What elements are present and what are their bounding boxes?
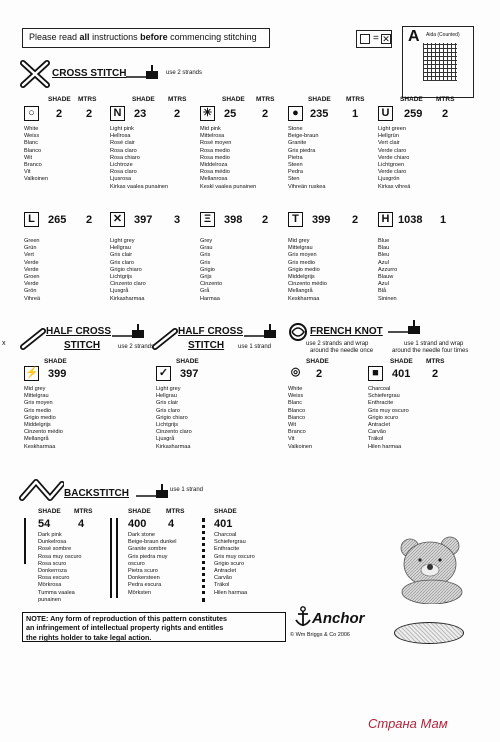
french-knot-note: use 2 strands and wrap [306,341,369,347]
color-name: Rosa medio [200,147,230,154]
color-name: Donkerroza [38,568,67,575]
mtrs-header: MTRS [166,508,185,515]
color-name: Lichtgroen [378,162,405,169]
color-name: Grå [200,288,210,295]
shade-header: SHADE [132,96,155,103]
color-name: Rosé clair [110,140,135,147]
color-name: Ljusgrå [110,288,129,295]
color-name: Gris moyen [24,400,53,407]
color-name: Light green [378,126,406,132]
anchor-logo-icon [294,606,312,628]
mtrs-number: 3 [174,214,181,226]
color-name: Enthracite [214,546,240,553]
color-name: Verde [24,266,39,273]
color-name: Mellangrå [24,436,49,443]
color-name: Gris piedra muy [128,553,168,560]
color-name: Schiefergrau [368,393,400,400]
backstitch-icon [18,476,64,504]
backstitch-note: use 1 strand [170,487,204,493]
shade-header: SHADE [38,508,61,515]
color-name: Valkoinen [24,176,49,183]
color-name: Rosa médio [200,169,230,176]
aida-weave-icon [423,43,457,81]
mtrs-header: MTRS [78,96,97,103]
color-name: Bianco [288,414,306,421]
symbol-n-icon: N [110,106,125,121]
instruction-banner [22,28,270,48]
mtrs-number: 2 [432,368,439,380]
shade-number: 235 [310,108,329,120]
color-name: Tumma vaalea [38,589,75,596]
fabric-box [402,26,474,98]
backstitch-title: BACKSTITCH [64,488,129,499]
instruction-all: all [79,32,90,42]
color-name: White [288,386,303,392]
color-name: Rosa claro [110,147,137,154]
color-name: Antraclet [214,568,237,575]
color-name: Hellgrau [110,245,131,252]
color-name: Gris piedra [288,147,316,154]
color-name: Branco [24,162,42,169]
color-name: Vihreä [24,295,41,302]
color-name-list [288,386,312,451]
color-name: Grey [200,238,213,244]
color-name: Hellgrün [378,133,399,140]
color-name: Pedra escura [128,582,162,589]
margin-mark: x [2,340,6,347]
shade-number: 397 [180,368,199,380]
color-name: Mellangrå [288,288,313,295]
symbol-bars-icon: Ξ [200,212,215,227]
color-name-list [24,238,40,303]
color-name: Rosa claro [110,169,137,176]
shade-number: 400 [128,518,147,530]
color-name: Träkol [214,582,230,589]
shade-number: 1038 [398,214,423,226]
shade-number: 397 [134,214,153,226]
color-name: Ljusrosa [110,176,132,183]
color-name: Stone [288,126,303,132]
color-name: Sininen [378,295,397,302]
fabric-label: Aida (Counted) [426,32,460,38]
color-name: Gris claro [156,407,180,414]
color-name: White [24,126,39,132]
mtrs-number: 1 [352,108,359,120]
instruction-text-mid: instructions [89,32,141,42]
color-name: Valkoinen [288,443,313,450]
mtrs-number: 1 [440,214,447,226]
color-name: Grigio medio [288,266,320,273]
color-name-list [156,386,192,451]
mtrs-header: MTRS [168,96,187,103]
needle-icon [388,320,428,336]
color-name: Blanco [288,407,306,414]
color-name: Grau [200,245,213,252]
color-name: Vert [24,252,34,259]
color-name: Vit [24,169,31,176]
color-name: Light pink [110,126,134,132]
half-cross-note: use 1 strand [238,344,272,350]
shade-header: SHADE [128,508,151,515]
color-name: Keskharmaa [24,443,56,450]
color-name: Blanco [24,147,42,154]
shade-number: 399 [48,368,67,380]
color-name: Middelroza [200,162,228,169]
color-name: Lichtgrijs [110,274,133,281]
symbol-u-icon: U [378,106,393,121]
color-name: Wit [24,154,33,161]
color-name: Beige-braun dunkel [128,539,177,546]
color-name: Verde claro [378,169,407,176]
half-cross-icon [20,328,46,350]
color-name: Ljusgrön [378,176,400,183]
shade-number: 398 [224,214,243,226]
french-knot-note-2: around the needle once [310,348,374,354]
symbol-check-icon: ✓ [156,366,171,381]
color-name: Grön [24,288,37,295]
copyright-notice [22,612,286,642]
mtrs-number: 2 [174,108,181,120]
color-name: Azzurro [378,266,398,273]
half-cross-icon [152,328,178,350]
color-name: Vit [288,436,295,443]
mtrs-header: MTRS [436,96,455,103]
shade-number: 401 [214,518,233,530]
instruction-text-end: commencing stitching [167,32,257,42]
color-name: Grigio chiaro [156,414,188,421]
teddy-bear-illustration [392,534,476,604]
color-name: Verde claro [378,147,407,154]
mtrs-number: 2 [352,214,359,226]
half-cross-title-2: STITCH [188,340,225,351]
color-name: Gris medio [24,407,52,414]
color-name: Carvão [368,429,387,436]
mtrs-number: 2 [442,108,449,120]
shade-number: 2 [56,108,63,120]
color-name: Gris claro [110,259,134,266]
color-name: Grigio scuro [214,560,245,567]
color-name: Antraclet [368,422,391,429]
shade-header: SHADE [222,96,245,103]
needle-icon [112,324,152,340]
symbol-circle-icon: ○ [24,106,39,121]
color-name: Blue [378,238,390,244]
color-name: Hilen harmaa [214,589,248,596]
color-name: Mittelgrau [288,245,313,252]
color-name: punainen [38,596,62,603]
shade-number: 2 [316,368,323,380]
color-name-list [38,532,82,604]
color-name-list [200,238,222,303]
color-name: Dunkelrosa [38,539,67,546]
shade-number: 399 [312,214,331,226]
color-name: Gris moyen [288,252,317,259]
color-name: Beige-braun [288,133,319,140]
half-cross-title: HALF CROSS [178,326,243,337]
color-name: Blau [378,245,390,252]
color-name: Hilen harmaa [368,443,402,450]
color-name-list [200,126,256,191]
mtrs-number: 2 [262,108,269,120]
backstitch-line-solid [24,518,26,564]
color-name: Mid pink [200,126,221,132]
bear-shadow-oval [394,622,464,644]
shade-header: SHADE [48,96,71,103]
color-name: Vert clair [378,140,400,147]
color-name: Verde [24,259,39,266]
color-name: Light grey [110,238,135,244]
color-name: Blanc [24,140,38,147]
color-name: Cinzento médio [288,281,327,288]
french-knot-title: FRENCH KNOT [310,326,383,337]
color-name: Enthracite [368,400,394,407]
color-name: Keskl vaalea punainen [200,183,257,190]
bear-signature: ~ [444,600,447,606]
color-name: Pietra [288,154,303,161]
shade-header: SHADE [176,358,199,365]
symbol-dot-icon: ● [288,106,303,121]
mtrs-number: 2 [86,214,93,226]
watermark: Страна Мам [368,716,448,731]
notice-line-1: NOTE: Any form of reproduction of this pattern constitutes [26,614,227,623]
fabric-letter: A [408,28,420,45]
color-name: Grigio chiaro [110,266,142,273]
shade-header: SHADE [308,96,331,103]
mtrs-number: 2 [262,214,269,226]
color-name: Mörksten [128,589,152,596]
shade-header: SHADE [390,358,413,365]
shade-number: 54 [38,518,51,530]
color-name: Pietra scuro [128,568,158,575]
color-name: Vihreän ruskea [288,183,326,190]
color-name: Lichtgrijs [156,422,179,429]
half-cross-title-2: STITCH [64,340,101,351]
color-name: Verde [24,281,39,288]
color-name: Groen [24,274,40,281]
color-name: Harmaa [200,295,220,302]
color-name: Kirkas vihreä [378,183,411,190]
color-name: Sten [288,176,300,183]
color-name: Dark stone [128,532,156,538]
color-name: Green [24,238,40,244]
symbol-x-icon: ✕ [110,212,125,227]
color-name: Blå [378,288,387,295]
color-name: Weiss [288,393,304,400]
mtrs-number: 4 [168,518,175,530]
symbol-square-icon: ■ [368,366,383,381]
color-name-list [288,238,327,303]
mtrs-number: 4 [78,518,85,530]
color-name: Middelgrijs [24,422,51,429]
color-name: Cinzento médio [24,429,63,436]
color-name: Bleu [378,252,390,259]
shade-header: SHADE [44,358,67,365]
shade-number: 265 [48,214,67,226]
backstitch-line-2 [116,518,118,598]
color-name-list [24,386,63,451]
color-name: Ljusgrå [156,436,175,443]
mtrs-number: 2 [86,108,93,120]
color-name: Mellanrosa [200,176,228,183]
color-name: Azul [378,281,389,288]
color-name: Hellrosa [110,133,131,140]
color-name-list [110,126,168,191]
color-name: Mittelgrau [24,393,49,400]
color-name: Mittelrosa [200,133,225,140]
color-name: Schiefergrau [214,539,246,546]
french-knot-note: use 1 strand and wrap [404,341,464,347]
backstitch-line-1 [110,518,112,598]
half-cross-note: use 2 strands [118,344,155,350]
color-name: Carvão [214,575,233,582]
color-name: Kirkas vaalea punainen [110,183,169,190]
instruction-before: before [140,32,168,42]
shade-header: SHADE [400,96,423,103]
color-name: Azul [378,259,389,266]
backstitch-line-dotted [202,518,205,602]
notice-line-3: the rights holder to take legal action. [26,632,152,642]
color-name-list [214,532,255,597]
color-name: oscuro [128,560,145,567]
color-name: Cinzento [200,281,223,288]
color-name: Cinzento claro [110,281,146,288]
color-name-list [378,238,397,303]
color-name: Rosa muy oscuro [38,553,82,560]
color-name: Charcoal [368,386,391,392]
color-name-list [378,126,410,191]
color-name: Hellgrau [156,393,177,400]
shade-header: SHADE [306,358,329,365]
color-name: Middelgrijs [288,274,315,281]
mtrs-header: MTRS [74,508,93,515]
color-name: Rosa scuro [38,560,67,567]
color-name: Blanc [288,400,302,407]
color-name: Grigio medio [24,414,56,421]
color-name: Keskharmaa [288,295,320,302]
color-name: Kirkasharmaa [110,295,145,302]
color-name: Gris [200,252,211,259]
color-name: Verde chiaro [378,154,410,161]
shade-header: SHADE [214,508,237,515]
cross-stitch-note: use 2 strands [166,70,203,76]
color-name: Rosa escuro [38,575,70,582]
shade-number: 401 [392,368,411,380]
needle-icon [244,324,284,340]
color-name: Gris clair [110,252,133,259]
color-name: Gris muy oscuro [368,407,409,414]
color-name: Kirkasharmaa [156,443,191,450]
instruction-text: Please read [29,32,80,42]
color-name: Gris [200,259,211,266]
color-name: Mid grey [288,238,310,244]
color-name: Branco [288,429,306,436]
color-name-list [110,238,146,303]
shade-number: 23 [134,108,147,120]
shade-number: 25 [224,108,237,120]
color-name: Wit [288,422,297,429]
mtrs-header: MTRS [346,96,365,103]
color-name: Grijs [200,274,212,281]
color-name: Weiss [24,133,40,140]
color-name: Steen [288,162,303,169]
symbol-h-icon: H [378,212,393,227]
symbol-t-icon: T [288,212,303,227]
half-cross-title: HALF CROSS [46,326,111,337]
color-name-list [128,532,177,597]
symbol-ring-icon: ◎ [290,366,301,378]
brand-copyright: © Wm Briggs & Co 2006 [290,632,350,638]
cross-stitch-title: CROSS STITCH [52,68,127,79]
color-name: Rosa chiaro [110,154,140,161]
color-name: Rosé moyen [200,140,232,147]
color-name: Light grey [156,386,181,392]
color-name: Charcoal [214,532,237,538]
color-name: Donkersteen [128,575,160,582]
color-name: Grün [24,245,37,252]
color-name: Grigio [200,266,215,273]
notice-line-2: an infringement of intellectual property rights and entitles [26,623,224,633]
color-name-list [288,126,326,191]
color-name: Gris clair [156,400,179,407]
mtrs-header: MTRS [256,96,275,103]
mtrs-header: MTRS [426,358,445,365]
color-name: Granite [288,140,307,147]
color-name: Blauw [378,274,394,281]
color-name: Pedra [288,169,303,176]
color-name-list [24,126,48,184]
shade-number: 259 [404,108,423,120]
french-knot-icon [288,322,308,342]
color-name: Lichtroze [110,162,133,169]
color-name: Mörkrosa [38,582,62,589]
french-knot-note-2: around the needle four times [392,348,469,354]
symbol-l-icon: L [24,212,39,227]
cross-stitch-icon [20,60,50,88]
symbol-star-icon: ✳ [200,106,215,121]
symbol-key-icon: = ✕ [356,30,392,48]
color-name: Dark pink [38,532,62,538]
brand-name: Anchor [312,610,365,627]
color-name: Mid grey [24,386,46,392]
color-name: Gris medio [288,259,316,266]
color-name: Gris muy oscuro [214,553,255,560]
color-name: Träkol [368,436,384,443]
color-name: Rosa medio [200,154,230,161]
color-name: Grigio scuro [368,414,399,421]
color-name: Granite sombre [128,546,167,553]
color-name-list [368,386,409,451]
needle-icon [126,65,166,81]
color-name: Cinzento claro [156,429,192,436]
color-name: Rosé sombre [38,546,72,553]
symbol-bolt-icon: ⚡ [25,367,39,379]
